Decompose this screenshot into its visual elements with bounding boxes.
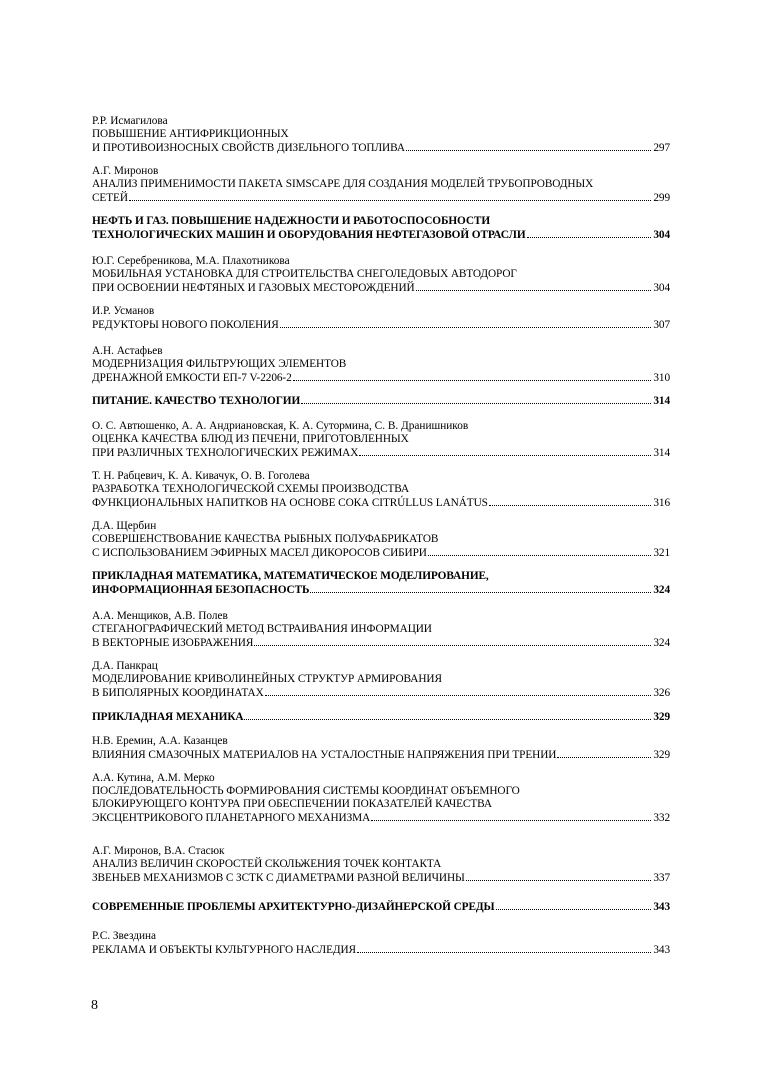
section-title-line: ПИТАНИЕ. КАЧЕСТВО ТЕХНОЛОГИИ	[92, 395, 301, 407]
entry-title-line: МОДЕЛИРОВАНИЕ КРИВОЛИНЕЙНЫХ СТРУКТУР АРМИРОВАНИЯ	[92, 673, 442, 685]
entry-title-line: СОВЕРШЕНСТВОВАНИЕ КАЧЕСТВА РЫБНЫХ ПОЛУФАБРИКАТОВ	[92, 533, 439, 545]
entry-page-number: 326	[653, 687, 670, 699]
entry-page-number: 332	[653, 812, 670, 824]
toc-leader-row	[92, 191, 670, 204]
toc-leader-row	[92, 636, 670, 649]
entry-page-number: 316	[653, 497, 670, 509]
dot-leader	[359, 446, 651, 456]
entry-page-number: 343	[653, 901, 670, 913]
toc-leader-row	[92, 583, 670, 596]
toc-entry	[92, 772, 670, 824]
toc-leader-row	[92, 686, 670, 699]
entry-title-line: БЛОКИРУЮЩЕГО КОНТУРА ПРИ ОБЕСПЕЧЕНИИ ПОКАЗАТЕЛЕЙ КАЧЕСТВА	[92, 798, 492, 810]
entry-title-line: МОДЕРНИЗАЦИЯ ФИЛЬТРУЮЩИХ ЭЛЕМЕНТОВ	[92, 358, 347, 370]
entry-title-line: РЕДУКТОРЫ НОВОГО ПОКОЛЕНИЯ	[92, 319, 279, 331]
section-title-line: НЕФТЬ И ГАЗ. ПОВЫШЕНИЕ НАДЕЖНОСТИ И РАБОТОСПОСОБНОСТИ	[92, 215, 491, 227]
entry-author: Д.А. Панкрац	[92, 660, 158, 672]
toc-entry	[92, 735, 670, 761]
entry-author: О. С. Автюшенко, А. А. Андриановская, К. А. Сутормина, С. В. Дранишников	[92, 420, 469, 432]
section-title-line: ИНФОРМАЦИОННАЯ БЕЗОПАСНОСТЬ	[92, 584, 310, 596]
entry-page-number: 329	[653, 749, 670, 761]
entry-page-number: 324	[653, 584, 670, 596]
entry-page-number: 314	[653, 395, 670, 407]
dot-leader	[557, 748, 651, 758]
entry-author: Т. Н. Рабцевич, К. А. Кивачук, О. В. Гоголева	[92, 470, 310, 482]
toc-section	[92, 570, 670, 596]
entry-title-line: РЕКЛАМА И ОБЪЕКТЫ КУЛЬТУРНОГО НАСЛЕДИЯ	[92, 944, 356, 956]
entry-title-line: ДРЕНАЖНОЙ ЕМКОСТИ ЕП-7 V-2206-2	[92, 372, 292, 384]
entry-page-number: 343	[653, 944, 670, 956]
toc-leader-row	[92, 281, 670, 294]
dot-leader	[527, 228, 651, 238]
toc-section	[92, 710, 670, 723]
page-number: 8	[91, 998, 98, 1013]
entry-author: И.Р. Усманов	[92, 305, 155, 317]
dot-leader	[244, 710, 651, 720]
entry-title-line: МОБИЛЬНАЯ УСТАНОВКА ДЛЯ СТРОИТЕЛЬСТВА СНЕГОЛЕДОВЫХ АВТОДОРОГ	[92, 268, 517, 280]
toc-entry	[92, 660, 670, 699]
entry-page-number: 307	[653, 319, 670, 331]
entry-author: Р.С. Звездина	[92, 930, 157, 942]
entry-page-number: 321	[653, 547, 670, 559]
entry-author: А.Г. Миронов, В.А. Стасюк	[92, 845, 225, 857]
entry-title-line: СЕТЕЙ	[92, 192, 128, 204]
dot-leader	[280, 318, 651, 328]
entry-page-number: 314	[653, 447, 670, 459]
toc-leader-row	[92, 496, 670, 509]
entry-author: А.А. Кутина, А.М. Мерко	[92, 772, 215, 784]
toc-entry	[92, 520, 670, 559]
entry-author: Н.В. Еремин, А.А. Казанцев	[92, 735, 228, 747]
toc-leader-row	[92, 371, 670, 384]
entry-page-number: 329	[653, 711, 670, 723]
toc-entry	[92, 165, 670, 204]
dot-leader	[357, 943, 651, 953]
entry-title-line: С ИСПОЛЬЗОВАНИЕМ ЭФИРНЫХ МАСЕЛ ДИКОРОСОВ СИБИРИ	[92, 547, 427, 559]
entry-title-line: РАЗРАБОТКА ТЕХНОЛОГИЧЕСКОЙ СХЕМЫ ПРОИЗВОДСТВА	[92, 483, 410, 495]
entry-title-line: ПОВЫШЕНИЕ АНТИФРИКЦИОННЫХ	[92, 128, 289, 140]
entry-title-line: И ПРОТИВОИЗНОСНЫХ СВОЙСТВ ДИЗЕЛЬНОГО ТОПЛИВА	[92, 142, 405, 154]
entry-title-line: ВЛИЯНИЯ СМАЗОЧНЫХ МАТЕРИАЛОВ НА УСТАЛОСТНЫЕ НАПРЯЖЕНИЯ ПРИ ТРЕНИИ	[92, 749, 557, 761]
entry-author: Ю.Г. Серебреникова, М.А. Плахотникова	[92, 255, 290, 267]
dot-leader	[265, 686, 651, 696]
toc-entry	[92, 845, 670, 884]
entry-title-line: ЭКСЦЕНТРИКОВОГО ПЛАНЕТАРНОГО МЕХАНИЗМА	[92, 812, 371, 824]
entry-author: Д.А. Щербин	[92, 520, 157, 532]
toc-leader-row	[92, 394, 670, 407]
entry-title-line: В БИПОЛЯРНЫХ КООРДИНАТАХ	[92, 687, 264, 699]
entry-title-line: ПОСЛЕДОВАТЕЛЬНОСТЬ ФОРМИРОВАНИЯ СИСТЕМЫ КООРДИНАТ ОБЪЕМНОГО	[92, 785, 520, 797]
toc-entry	[92, 470, 670, 509]
dot-leader	[496, 900, 651, 910]
entry-author: А.Г. Миронов	[92, 165, 159, 177]
toc-leader-row	[92, 546, 670, 559]
dot-leader	[129, 191, 651, 201]
dot-leader	[293, 371, 651, 381]
toc-leader-row	[92, 228, 670, 241]
section-title-line: СОВРЕМЕННЫЕ ПРОБЛЕМЫ АРХИТЕКТУРНО-ДИЗАЙНЕРСКОЙ СРЕДЫ	[92, 901, 495, 913]
entry-title-line: СТЕГАНОГРАФИЧЕСКИЙ МЕТОД ВСТРАИВАНИЯ ИНФОРМАЦИИ	[92, 623, 432, 635]
entry-title-line: ЗВЕНЬЕВ МЕХАНИЗМОВ С ЗСТК С ДИАМЕТРАМИ РАЗНОЙ ВЕЛИЧИНЫ	[92, 872, 465, 884]
toc-leader-row	[92, 871, 670, 884]
dot-leader	[416, 281, 651, 291]
entry-page-number: 304	[653, 229, 670, 241]
dot-leader	[489, 496, 651, 506]
section-title-line: ПРИКЛАДНАЯ МАТЕМАТИКА, МАТЕМАТИЧЕСКОЕ МОДЕЛИРОВАНИЕ,	[92, 570, 489, 582]
entry-title-line: ФУНКЦИОНАЛЬНЫХ НАПИТКОВ НА ОСНОВЕ СОКА CITRÚLLUS LANÁTUS	[92, 497, 488, 509]
toc-leader-row	[92, 811, 670, 824]
entry-page-number: 297	[653, 142, 670, 154]
toc-leader-row	[92, 318, 670, 331]
entry-page-number: 324	[653, 637, 670, 649]
section-title-line: ТЕХНОЛОГИЧЕСКИХ МАШИН И ОБОРУДОВАНИЯ НЕФТЕГАЗОВОЙ ОТРАСЛИ	[92, 229, 526, 241]
toc-leader-row	[92, 141, 670, 154]
toc-leader-row	[92, 900, 670, 913]
entry-title-line: АНАЛИЗ ПРИМЕНИМОСТИ ПАКЕТА SIMSCAPE ДЛЯ СОЗДАНИЯ МОДЕЛЕЙ ТРУБОПРОВОДНЫХ	[92, 178, 594, 190]
dot-leader	[466, 871, 651, 881]
toc-entry	[92, 930, 670, 956]
toc-leader-row	[92, 446, 670, 459]
toc-entry	[92, 305, 670, 331]
toc-leader-row	[92, 943, 670, 956]
entry-title-line: ПРИ РАЗЛИЧНЫХ ТЕХНОЛОГИЧЕСКИХ РЕЖИМАХ	[92, 447, 359, 459]
toc-entry	[92, 255, 670, 294]
toc-entry	[92, 610, 670, 649]
entry-page-number: 304	[653, 282, 670, 294]
entry-author: А.Н. Астафьев	[92, 345, 163, 357]
toc-entry	[92, 345, 670, 384]
entry-title-line: ПРИ ОСВОЕНИИ НЕФТЯНЫХ И ГАЗОВЫХ МЕСТОРОЖДЕНИЙ	[92, 282, 415, 294]
dot-leader	[310, 583, 651, 593]
entry-author: Р.Р. Исмагилова	[92, 115, 168, 127]
entry-title-line: В ВЕКТОРНЫЕ ИЗОБРАЖЕНИЯ	[92, 637, 254, 649]
entry-page-number: 299	[653, 192, 670, 204]
toc-section	[92, 394, 670, 407]
entry-title-line: АНАЛИЗ ВЕЛИЧИН СКОРОСТЕЙ СКОЛЬЖЕНИЯ ТОЧЕК КОНТАКТА	[92, 858, 442, 870]
dot-leader	[406, 141, 651, 151]
entry-page-number: 310	[653, 372, 670, 384]
toc-entry	[92, 420, 670, 459]
dot-leader	[371, 811, 651, 821]
dot-leader	[254, 636, 651, 646]
entry-author: А.А. Менщиков, А.В. Полев	[92, 610, 228, 622]
toc-section	[92, 215, 670, 241]
toc-leader-row	[92, 748, 670, 761]
dot-leader	[428, 546, 651, 556]
dot-leader	[301, 394, 651, 404]
section-title-line: ПРИКЛАДНАЯ МЕХАНИКА	[92, 711, 244, 723]
entry-title-line: ОЦЕНКА КАЧЕСТВА БЛЮД ИЗ ПЕЧЕНИ, ПРИГОТОВЛЕННЫХ	[92, 433, 409, 445]
toc-leader-row	[92, 710, 670, 723]
toc-section	[92, 900, 670, 913]
toc-entry	[92, 115, 670, 154]
entry-page-number: 337	[653, 872, 670, 884]
